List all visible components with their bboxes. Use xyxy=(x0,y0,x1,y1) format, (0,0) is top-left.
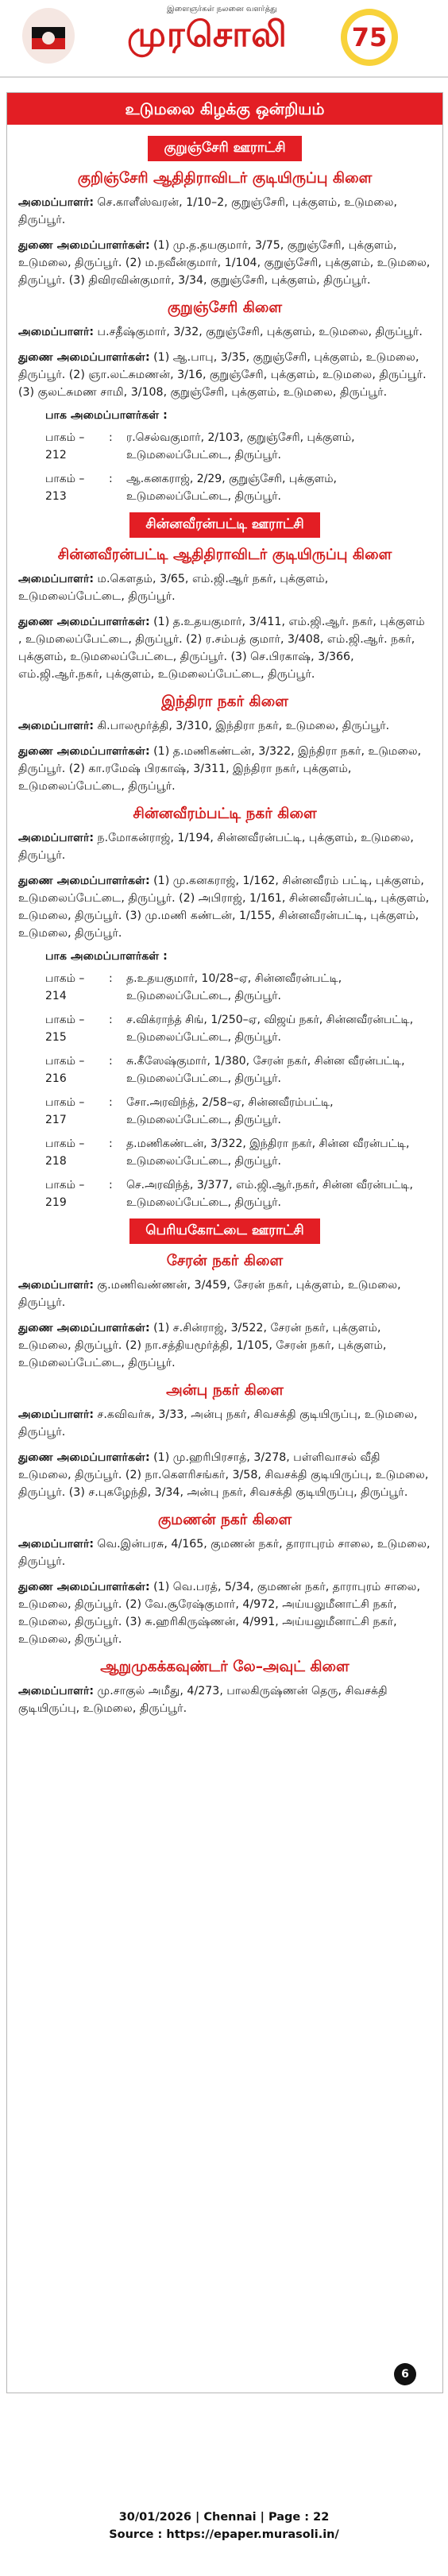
party-logo xyxy=(22,8,75,64)
office-bearer-entry xyxy=(18,743,431,795)
booth-number: பாகம் – 215 xyxy=(45,1014,85,1044)
panchayat-heading: பெரியகோட்டை ஊராட்சி xyxy=(129,1218,320,1244)
entry-text: (1) த.மணிகண்டன், 3/322, இந்திரா நகர், உடுமலை, திருப்பூர். (2) கா.ரமேஷ் பிரகாஷ், 3/311, இந்திரா நகர், புக்குளம், உடுமலைப்பேட்டை, திருப்பூர். xyxy=(18,745,422,793)
entry-label: துணை அமைப்பாளர்கள்: xyxy=(18,616,150,628)
branch-title: குறுஞ்சேரி கிளை xyxy=(167,299,283,316)
masthead xyxy=(0,0,448,78)
entry-label: அமைப்பாளர்: xyxy=(18,832,95,844)
entry-text: கு.மணிவண்ணன், 3/459, சேரன் நகர், புக்குளம், உடுமலை, திருப்பூர். xyxy=(18,1279,401,1309)
entry-text: (1) த.உதயகுமார், 3/411, எம்.ஜி.ஆர். நகர், புக்குளம் , உடுமலைப்பேட்டை, திருப்பூர். (2) ர.சம்பத் குமார், 3/408, எம்.ஜி.ஆர். நகர், புக்குளம், உடுமலைப்பேட்டை, திருப்பூர். (3) செ.பிரகாஷ், 3/366, எம்.ஜி.ஆர்.நகர், புக்குளம், உடுமலைப்பேட்டை, திருப்பூர். xyxy=(18,616,425,681)
booth-separator: : xyxy=(109,1179,113,1191)
booth-organisers-title: பாக அமைப்பாளர்கள் : xyxy=(45,409,168,422)
entry-text: ம.கௌதம், 3/65, எம்.ஜி.ஆர் நகர், புக்குளம், உடுமலைப்பேட்டை, திருப்பூர். xyxy=(18,573,329,603)
branch-title: ஆறுமுகக்கவுண்டர் லே–அவுட் கிளை xyxy=(100,1659,350,1675)
entry-text: (1) மு.த.தயகுமார், 3/75, குறுஞ்சேரி, புக்குளம், உடுமலை, திருப்பூர். (2) ம.நவீன்குமார், 1/104, குறுஞ்சேரி, புக்குளம், உடுமலை, திருப்பூர். (3) திவிரவின்குமார், 3/34, குறுஞ்சேரி, புக்குளம், திருப்பூர். xyxy=(18,239,431,287)
booth-separator: : xyxy=(109,1137,113,1150)
booth-row xyxy=(18,971,431,1005)
entry-label: அமைப்பாளர்: xyxy=(18,1685,95,1697)
booth-number: பாகம் – 217 xyxy=(45,1096,85,1126)
office-bearer-entry xyxy=(18,237,431,289)
panchayat-heading-row xyxy=(18,136,431,161)
booth-number: பாகம் – 214 xyxy=(45,972,85,1002)
footer-source-line: Source : https://epaper.murasoli.in/ xyxy=(109,2528,339,2541)
booth-row xyxy=(18,471,431,505)
entry-text: மு.சாகுல் அமீது, 4/273, பாலகிருஷ்ணன் தெரு, சிவசக்தி குடியிருப்பு, உடுமலை, திருப்பூர். xyxy=(18,1685,388,1715)
branch-title: இந்திரா நகர் கிளை xyxy=(161,693,288,710)
office-bearer-entry xyxy=(18,872,431,942)
rising-sun-icon xyxy=(27,14,70,57)
office-bearer-entry xyxy=(18,194,431,229)
panchayat-heading-row xyxy=(18,512,431,538)
booth-organiser: சோ.அரவிந்த், 2/58–ஏ, சின்னவீரம்பட்டி, உடுமலைப்பேட்டை, திருப்பூர். xyxy=(126,1096,334,1126)
branch-title: சின்னவீரன்பட்டி ஆதிதிராவிடர் குடியிருப்பு கிளை xyxy=(57,546,392,563)
office-bearer-entry xyxy=(18,613,431,683)
entry-label: அமைப்பாளர்: xyxy=(18,196,95,209)
office-bearer-entry xyxy=(18,349,431,401)
entry-text: (1) மு.கனகராஜ், 1/162, சின்னவீரம் பட்டி, புக்குளம், உடுமலைப்பேட்டை, திருப்பூர். (2) அபிராஜ், 1/161, சின்னவீரன்பட்டி, புக்குளம், உடுமலை, திருப்பூர். (3) மு.மணி கண்டன், 1/155, சின்னவீரன்பட்டி, புக்குளம், உடுமலை, திருப்பூர். xyxy=(18,875,430,940)
entry-label: துணை அமைப்பாளர்கள்: xyxy=(18,351,150,364)
page-heading: உடுமலை கிழக்கு ஒன்றியம் xyxy=(7,93,442,125)
booth-number: பாகம் – 212 xyxy=(45,431,85,462)
entry-text: செ.காளீஸ்வரன், 1/10–2, குறுஞ்சேரி, புக்குளம், உடுமலை, திருப்பூர். xyxy=(18,196,398,226)
office-bearer-entry xyxy=(18,1449,431,1501)
entry-label: அமைப்பாளர்: xyxy=(18,573,95,585)
page-number-badge: 6 xyxy=(394,2363,416,2385)
masthead-tagline: இளைஞர்கள் நலனை வளர்த்து xyxy=(167,5,277,14)
entry-text: (1) ஆ.பாபு, 3/35, குறுஞ்சேரி, புக்குளம், உடுமலை, திருப்பூர். (2) ஞா.லட்சுமணன், 3/16, குறுஞ்சேரி, புக்குளம், உடுமலை, திருப்பூர். (3) குலட்சுமண சாமி, 3/108, குறுஞ்சேரி, புக்குளம், உடுமலை, திருப்பூர். xyxy=(18,351,427,399)
branch-title: அன்பு நகர் கிளை xyxy=(166,1382,284,1399)
booth-row xyxy=(18,1136,431,1170)
booth-row xyxy=(18,1177,431,1211)
entry-text: ந.மோகன்ராஜ், 1/194, சின்னவீரன்பட்டி, புக்குளம், உடுமலை, திருப்பூர். xyxy=(18,832,414,862)
branch-title: சின்னவீரம்பட்டி நகர் கிளை xyxy=(133,805,317,822)
booth-separator: : xyxy=(109,1014,113,1026)
office-bearer-entry xyxy=(18,570,431,605)
booth-row xyxy=(18,1095,431,1129)
booth-number: பாகம் – 213 xyxy=(45,473,85,503)
anniversary-number: 75 xyxy=(351,22,388,52)
branch-title: சேரன் நகர் கிளை xyxy=(166,1253,284,1269)
booth-row xyxy=(18,1053,431,1087)
entry-label: அமைப்பாளர்: xyxy=(18,720,95,732)
entry-label: அமைப்பாளர்: xyxy=(18,1279,95,1292)
booth-organiser: த.மணிகண்டன், 3/322, இந்திரா நகர், சின்ன வீரன்பட்டி, உடுமலைப்பேட்டை, திருப்பூர். xyxy=(126,1137,410,1168)
booth-separator: : xyxy=(109,473,113,485)
booth-number: பாகம் – 219 xyxy=(45,1179,85,1209)
office-bearer-entry xyxy=(18,1276,431,1311)
entry-text: கி.பாலமூர்த்தி, 3/310, இந்திரா நகர், உடுமலை, திருப்பூர். xyxy=(94,720,390,732)
entry-label: அமைப்பாளர்: xyxy=(18,326,95,338)
newspaper-brand: முரசொலி xyxy=(127,14,288,55)
anniversary-emblem xyxy=(338,6,400,68)
booth-separator: : xyxy=(109,1096,113,1109)
booth-row xyxy=(18,1012,431,1046)
entry-label: துணை அமைப்பாளர்கள்: xyxy=(18,875,150,887)
entry-text: (1) வெ.பரத், 5/34, குமணன் நகர், தாராபுரம் சாலை, உடுமலை, திருப்பூர். (2) வே.சூரேஷ்குமார், 4/972, அய்யலுமீனாட்சி நகர், உடுமலை, திருப்பூர். (3) சு.ஹரிகிருஷ்ணன், 4/991, அய்யலுமீனாட்சி நகர், உடுமலை, திருப்பூர். xyxy=(18,1581,420,1646)
panchayat-heading: குறுஞ்சேரி ஊராட்சி xyxy=(148,136,301,161)
booth-organiser: சு.கீஸேஷ்குமார், 1/380, சேரன் நகர், சின்ன வீரன்பட்டி, உடுமலைப்பேட்டை, திருப்பூர். xyxy=(126,1055,405,1085)
entry-text: ச.கவிவர்சு, 3/33, அன்பு நகர், சிவசக்தி குடியிருப்பு, உடுமலை, திருப்பூர். xyxy=(18,1408,418,1439)
booth-number: பாகம் – 216 xyxy=(45,1055,85,1085)
entry-label: அமைப்பாளர்: xyxy=(18,1538,95,1551)
office-bearer-entry xyxy=(18,1682,431,1717)
office-bearer-entry xyxy=(18,1406,431,1441)
article-content xyxy=(7,125,442,1717)
booth-organiser: ச.விக்ராந்த் சிங், 1/250–ஏ, விஜய் நகர், சின்னவீரன்பட்டி, உடுமலைப்பேட்டை, திருப்பூர். xyxy=(126,1014,414,1044)
office-bearer-entry xyxy=(18,717,431,735)
entry-text: வெ.இன்பரசு, 4/165, குமணன் நகர், தாராபுரம் சாலை, உடுமலை, திருப்பூர். xyxy=(18,1538,431,1568)
entry-label: துணை அமைப்பாளர்கள்: xyxy=(18,239,150,252)
booth-organiser: த.உதயகுமார், 10/28–ஏ, சின்னவீரன்பட்டி, உடுமலைப்பேட்டை, திருப்பூர். xyxy=(126,972,342,1002)
page-footer xyxy=(0,2508,448,2543)
booth-organiser: ர.செல்வகுமார், 2/103, குறுஞ்சேரி, புக்குளம், உடுமலைப்பேட்டை, திருப்பூர். xyxy=(126,431,355,462)
panchayat-heading: சின்னவீரன்பட்டி ஊராட்சி xyxy=(129,512,319,538)
branch-title: குமணன் நகர் கிளை xyxy=(157,1512,292,1528)
booth-organiser: செ.அரவிந்த், 3/377, எம்.ஜி.ஆர்.நகர், சின்ன வீரன்பட்டி, உடுமலைப்பேட்டை, திருப்பூர். xyxy=(126,1179,413,1209)
booth-separator: : xyxy=(109,1055,113,1068)
entry-label: துணை அமைப்பாளர்கள்: xyxy=(18,1322,150,1334)
branch-title: குறிஞ்சேரி ஆதிதிராவிடர் குடியிருப்பு கிளை xyxy=(77,170,373,187)
footer-date-line: 30/01/2026 | Chennai | Page : 22 xyxy=(118,2511,330,2524)
booth-organiser: ஆ.கனகராஜ், 2/29, குறுஞ்சேரி, புக்குளம், உடுமலைப்பேட்டை, திருப்பூர். xyxy=(126,473,337,503)
entry-text: (1) ச.சின்ராஜ், 3/522, சேரன் நகர், புக்குளம், உடுமலை, திருப்பூர். (2) நா.சத்தியமூர்த்தி, 1/105, சேரன் நகர், புக்குளம், உடுமலைப்பேட்டை, திருப்பூர். xyxy=(18,1322,387,1369)
booth-separator: : xyxy=(109,972,113,985)
office-bearer-entry xyxy=(18,1319,431,1372)
entry-label: துணை அமைப்பாளர்கள்: xyxy=(18,745,150,758)
entry-label: துணை அமைப்பாளர்கள்: xyxy=(18,1451,150,1464)
article-box xyxy=(6,92,443,2393)
booth-row xyxy=(18,430,431,464)
booth-separator: : xyxy=(109,431,113,444)
entry-text: ப.சதீஷ்குமார், 3/32, குறுஞ்சேரி, புக்குளம், உடுமலை, திருப்பூர். xyxy=(94,326,423,338)
entry-label: அமைப்பாளர்: xyxy=(18,1408,95,1421)
booth-organisers-title: பாக அமைப்பாளர்கள் : xyxy=(45,950,168,963)
office-bearer-entry xyxy=(18,829,431,864)
booth-number: பாகம் – 218 xyxy=(45,1137,85,1168)
panchayat-heading-row xyxy=(18,1218,431,1244)
office-bearer-entry xyxy=(18,323,431,341)
office-bearer-entry xyxy=(18,1578,431,1648)
entry-text: (1) மு.ஹரிபிரசாத், 3/278, பள்ளிவாசல் வீதி உடுமலை, திருப்பூர். (2) நா.கௌரிசங்கர், 3/58, சிவசக்தி குடியிருப்பு, உடுமலை, திருப்பூர். (3) ச.புகழேந்தி, 3/34, அன்பு நகர், சிவசக்தி குடியிருப்பு, திருப்பூர். xyxy=(18,1451,429,1499)
entry-label: துணை அமைப்பாளர்கள்: xyxy=(18,1581,150,1593)
office-bearer-entry xyxy=(18,1535,431,1570)
